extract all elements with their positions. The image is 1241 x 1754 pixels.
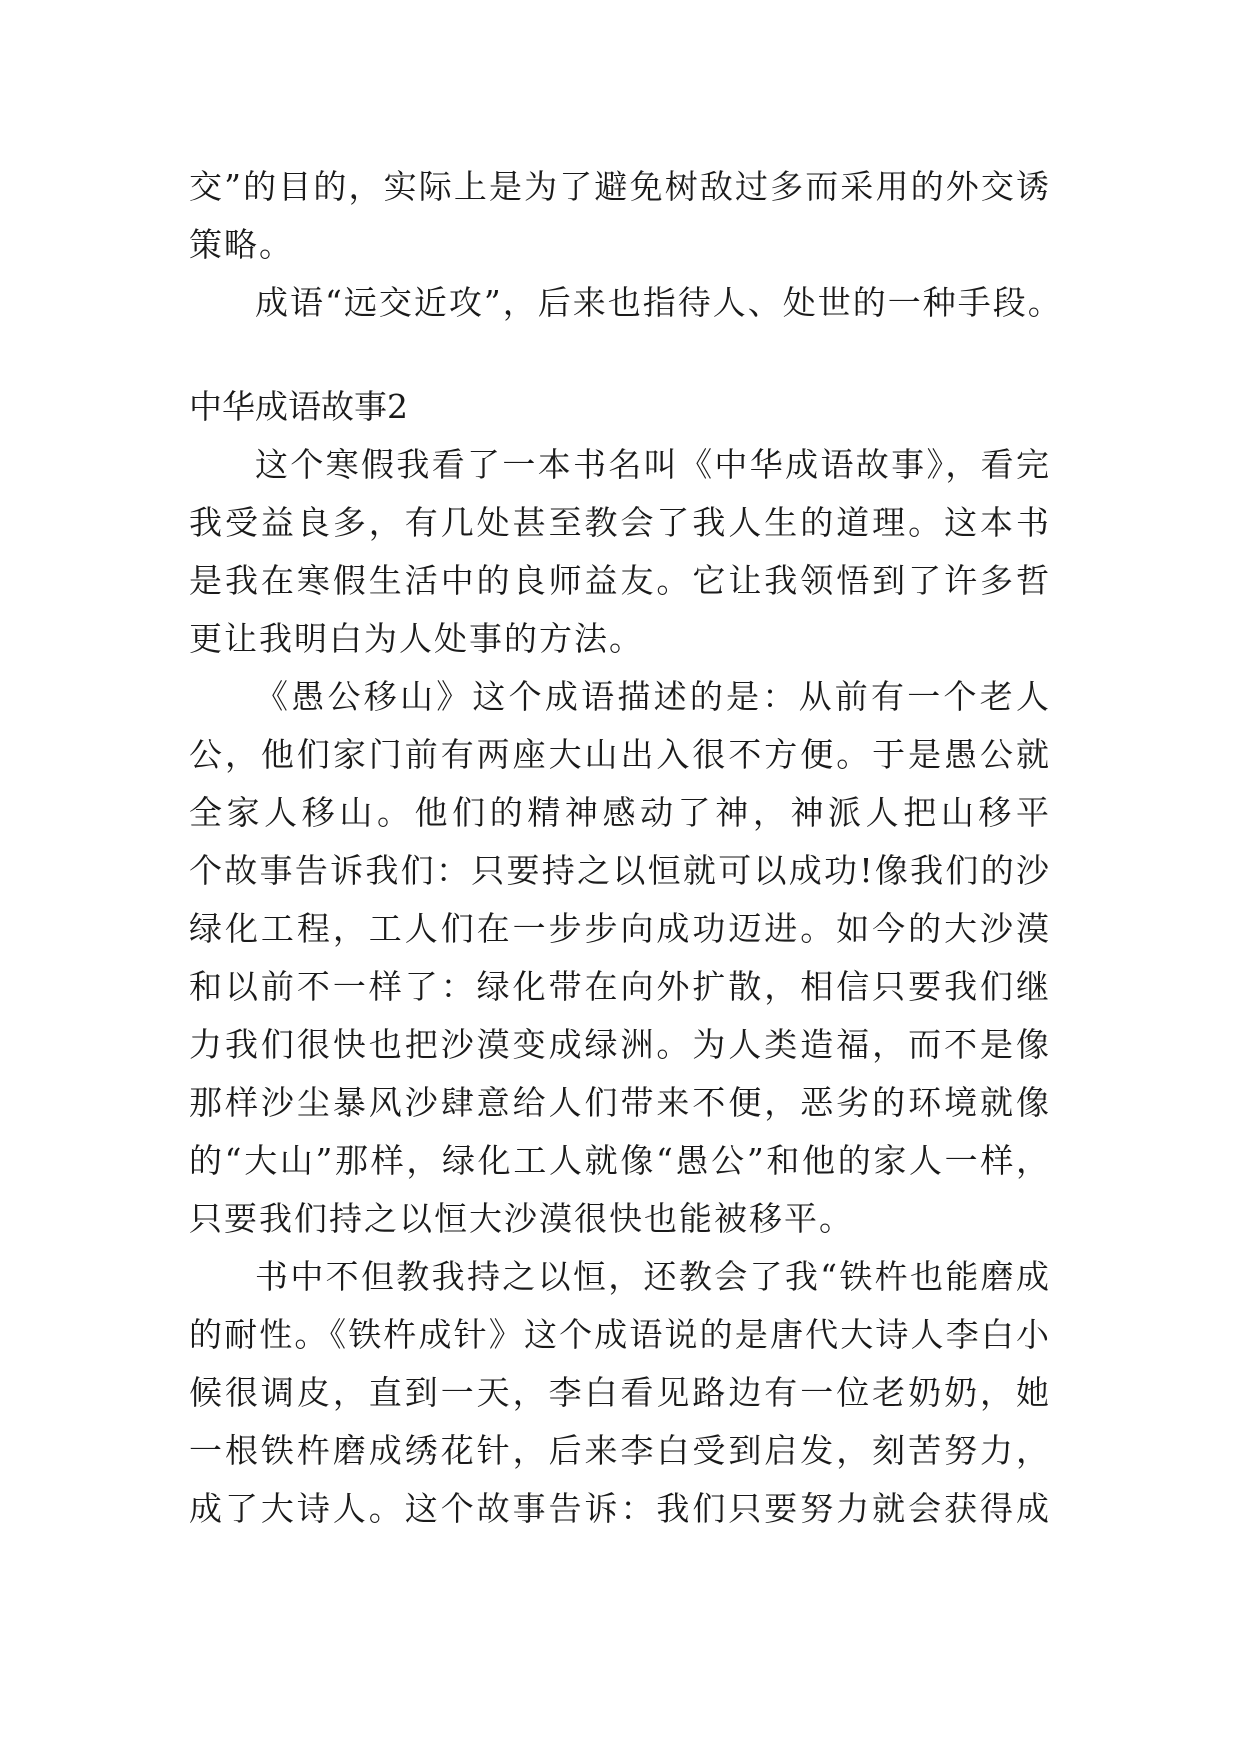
text-line: 的“大山”那样，绿化工人就像“愚公”和他的家人一样， (189, 1141, 1051, 1180)
text-line: 《愚公移山》这个成语描述的是：从前有一个老人 (255, 677, 1051, 716)
text-line: 是我在寒假生活中的良师益友。它让我领悟到了许多哲 (189, 561, 1051, 600)
text-line: 全家人移山。他们的精神感动了神，神派人把山移平 (189, 793, 1051, 832)
text-line: 候很调皮，直到一天，李白看见路边有一位老奶奶，她 (189, 1373, 1051, 1412)
text-line: 更让我明白为人处事的方法。 (189, 619, 644, 658)
document-body (189, 158, 1063, 1538)
text-line: 策略。 (189, 225, 294, 264)
text-line: 一根铁杵磨成绣花针，后来李白受到启发，刻苦努力， (189, 1431, 1051, 1470)
text-line: 绿化工程，工人们在一步步向成功迈进。如今的大沙漠 (189, 909, 1051, 948)
section-title: 中华成语故事2 (189, 387, 408, 426)
text-line: 这个寒假我看了一本书名叫《中华成语故事》，看完 (255, 445, 1051, 484)
text-line: 成语“远交近攻”，后来也指待人、处世的一种手段。 (255, 283, 1063, 322)
text-line: 成了大诗人。这个故事告诉：我们只要努力就会获得成 (189, 1489, 1051, 1528)
text-line: 力我们很快也把沙漠变成绿洲。为人类造福，而不是像 (189, 1025, 1051, 1064)
text-line: 和以前不一样了：绿化带在向外扩散，相信只要我们继 (189, 967, 1051, 1006)
text-line: 公，他们家门前有两座大山出入很不方便。于是愚公就 (189, 735, 1051, 774)
text-line: 我受益良多，有几处甚至教会了我人生的道理。这本书 (189, 503, 1051, 542)
text-line: 交”的目的，实际上是为了避免树敌过多而采用的外交诱 (189, 167, 1051, 206)
text-line: 个故事告诉我们：只要持之以恒就可以成功!像我们的沙 (189, 851, 1051, 890)
text-line: 只要我们持之以恒大沙漠很快也能被移平。 (189, 1199, 854, 1238)
text-line: 的耐性。《铁杵成针》这个成语说的是唐代大诗人李白小 (189, 1315, 1051, 1354)
text-line: 那样沙尘暴风沙肆意给人们带来不便，恶劣的环境就像 (189, 1083, 1051, 1122)
text-line: 书中不但教我持之以恒，还教会了我“铁杵也能磨成 (255, 1257, 1051, 1296)
